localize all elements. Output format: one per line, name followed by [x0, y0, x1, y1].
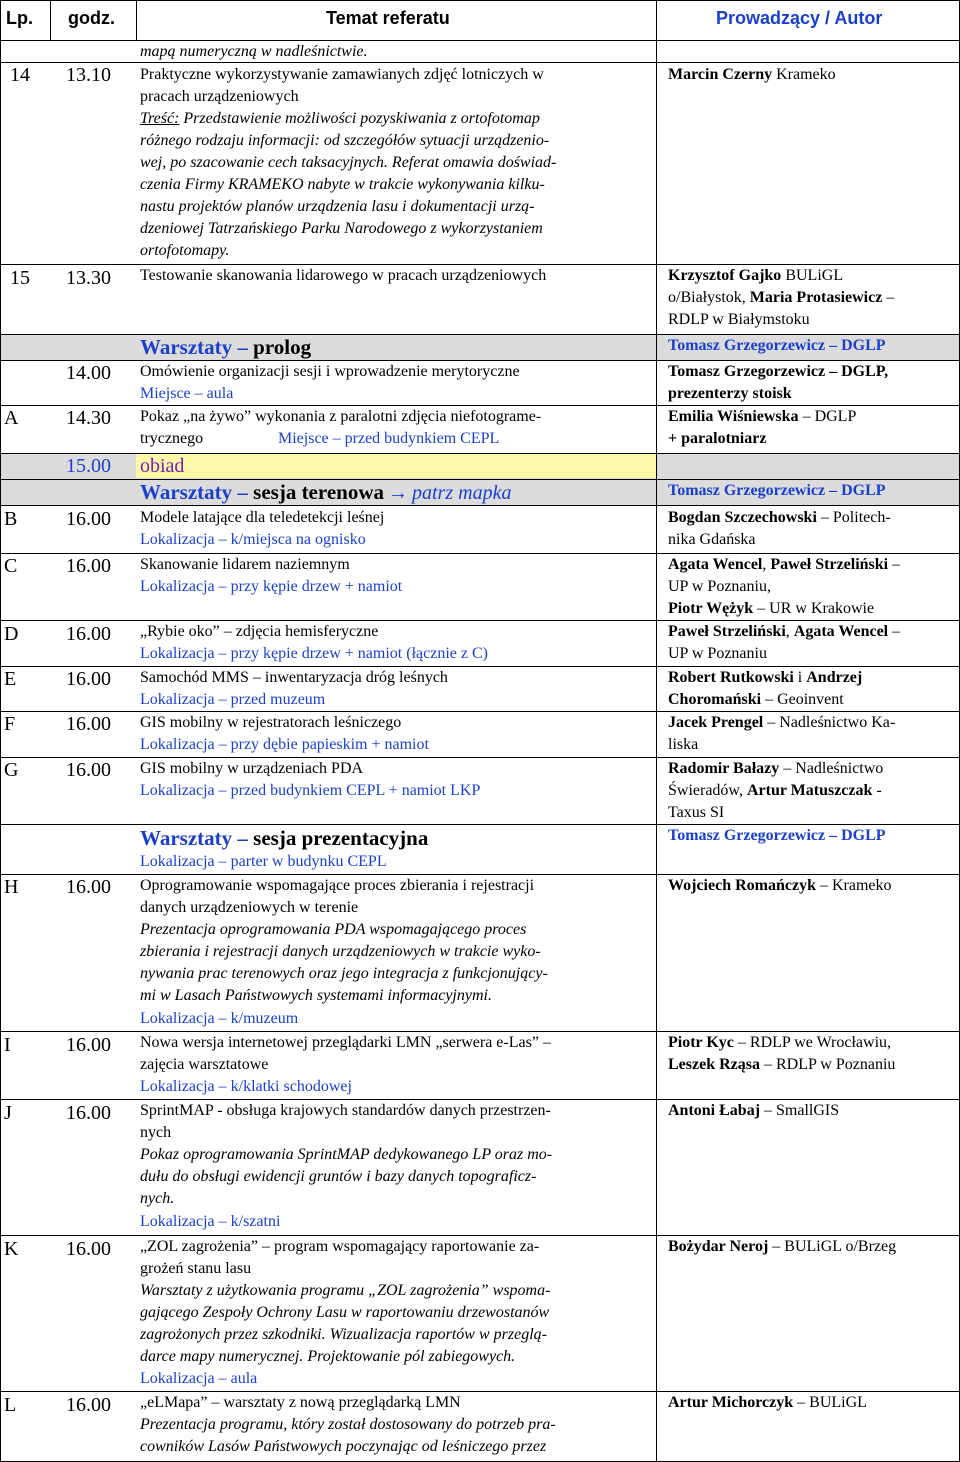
author	[668, 758, 883, 780]
location: Lokalizacja – przy kępie drzew + namiot (łącznie z C)	[140, 645, 488, 662]
row-lp: 14	[10, 64, 30, 86]
author-name: Bogdan Szczechowski	[668, 509, 817, 526]
topic-title: grożeń stanu lasu	[140, 1260, 252, 1277]
author-org: liska	[668, 736, 699, 753]
location: Lokalizacja – k/miejsca na ognisko	[140, 531, 366, 548]
row-time: 16.00	[66, 759, 111, 781]
author-org: – BULiGL o/Brzeg	[768, 1238, 897, 1255]
author	[668, 507, 891, 529]
author-org: – RDLP w Poznaniu	[759, 1056, 896, 1073]
author	[668, 875, 892, 897]
author-sep: i	[793, 669, 807, 686]
author-name: Artur Michorczyk	[668, 1394, 794, 1411]
author-name: Choromański	[668, 691, 762, 708]
author-name: Andrzej	[806, 669, 863, 686]
row-time: 16.00	[66, 1238, 111, 1260]
arrow-icon: →	[388, 482, 408, 504]
header-topic: Temat referatu	[326, 8, 450, 28]
topic-description: zagrożonych przez szkodniki. Wizualizacja raportów w przeglą-	[140, 1326, 547, 1343]
author-org: – Politech-	[816, 509, 891, 526]
author-name: Leszek Rząsa	[668, 1056, 760, 1073]
row-time: 15.00	[66, 455, 111, 477]
topic-description: Prezentacja programu, który został dostosowany do potrzeb pra-	[140, 1416, 556, 1433]
row-time: 16.00	[66, 1034, 111, 1056]
author-org: – Geoinvent	[761, 691, 844, 708]
author-name: Agata Wencel	[668, 556, 763, 573]
author-name: Artur Matuszczak	[746, 782, 873, 799]
author-dash: –	[888, 556, 901, 573]
author-name: Wojciech Romańczyk	[668, 877, 816, 894]
row-lp: K	[4, 1238, 19, 1260]
row-lp: G	[4, 759, 19, 781]
row-time: 16.00	[66, 713, 111, 735]
section-dash: –	[232, 480, 254, 504]
author	[668, 554, 900, 576]
author-name: Jacek Prengel	[668, 714, 764, 731]
section-word: Warsztaty	[140, 480, 233, 504]
author	[668, 689, 844, 711]
row-lp: E	[4, 668, 17, 690]
author-name: Paweł Strzeliński	[668, 623, 786, 640]
author-org: – Nadleśnictwo	[779, 760, 884, 777]
row-time: 13.30	[66, 267, 111, 289]
topic-description: ortofotomapy.	[140, 242, 230, 259]
topic-title: Modele latające dla teledetekcji leśnej	[140, 509, 385, 526]
row-lp: I	[4, 1034, 11, 1056]
author-org: Krameko	[772, 66, 836, 83]
author-name: Agata Wencel	[793, 623, 889, 640]
author	[668, 1032, 891, 1054]
topic-description: nastu projektów planów urządzenia lasu i dokumentacji urzą-	[140, 198, 535, 215]
row-time: 13.10	[66, 64, 111, 86]
location: Lokalizacja – k/klatki schodowej	[140, 1078, 352, 1095]
author-org: Taxus SI	[668, 804, 725, 821]
row-time: 16.00	[66, 1102, 111, 1124]
section-author: Tomasz Grzegorzewicz – DGLP	[668, 482, 886, 499]
tresc-text: Przedstawienie możliwości pozyskiwania z ortofotomap	[179, 110, 540, 127]
section-subtitle: sesja terenowa	[253, 480, 384, 504]
divider	[656, 0, 657, 1462]
section-heading	[140, 481, 511, 506]
author	[668, 1236, 896, 1258]
author-org: – Krameko	[815, 877, 892, 894]
author-org: Świeradów,	[668, 782, 747, 799]
topic-description: Prezentacja oprogramowania PDA wspomagającego proces	[140, 921, 527, 938]
row-time: 16.00	[66, 1394, 111, 1416]
author	[668, 598, 874, 620]
location: Miejsce – aula	[140, 385, 234, 402]
author-org: – SmallGIS	[760, 1102, 840, 1119]
topic-description: nywania prac terenowych oraz jego integracja z funkcjonujący-	[140, 965, 548, 982]
divider	[0, 453, 960, 454]
row-time: 16.00	[66, 508, 111, 530]
topic-description: mi w Lasach Państwowych systemami informacyjnymi.	[140, 987, 492, 1004]
row-lp: L	[4, 1394, 17, 1416]
row-lp: D	[4, 623, 19, 645]
row-time: 16.00	[66, 668, 111, 690]
author	[668, 406, 856, 428]
location: Lokalizacja – aula	[140, 1370, 258, 1387]
band-obiad-yellow	[136, 454, 656, 478]
section-dash: –	[232, 826, 254, 850]
topic-continuation: mapą numeryczną w nadleśnictwie.	[140, 43, 368, 60]
topic-title: SprintMAP - obsługa krajowych standardów danych przestrzen-	[140, 1102, 551, 1119]
topic-title: Skanowanie lidarem naziemnym	[140, 556, 350, 573]
author	[668, 1100, 839, 1122]
author-dash: –	[888, 623, 901, 640]
topic-description: czenia Firmy KRAMEKO nabyte w trakcie wykonywania kilku-	[140, 176, 545, 193]
section-author: Tomasz Grzegorzewicz – DGLP	[668, 827, 886, 844]
author: Tomasz Grzegorzewicz – DGLP,	[668, 363, 889, 380]
section-subtitle: sesja prezentacyjna	[253, 826, 429, 850]
section-heading	[140, 827, 428, 852]
topic-title: GIS mobilny w urządzeniach PDA	[140, 760, 364, 777]
author-name: Marcin Czerny	[668, 66, 773, 83]
author-org: – Nadleśnictwo Ka-	[763, 714, 896, 731]
author	[668, 780, 882, 802]
row-time: 14.30	[66, 407, 111, 429]
topic-description: zbierania i rejestracji danych urządzeniowych w trakcie wyko-	[140, 943, 541, 960]
author	[668, 64, 836, 86]
row-lp: C	[4, 555, 18, 577]
topic-title: Samochód MMS – inwentaryzacja dróg leśnych	[140, 669, 448, 686]
author-org: BULiGL	[781, 267, 844, 284]
author-org: RDLP w Białymstoku	[668, 311, 810, 328]
location: Lokalizacja – przy kępie drzew + namiot	[140, 578, 403, 595]
location: Miejsce – przed budynkiem CEPL	[278, 430, 500, 447]
section-dash: –	[232, 335, 254, 359]
section-word: Warsztaty	[140, 826, 233, 850]
location: Lokalizacja – parter w budynku CEPL	[140, 853, 387, 870]
row-time: 16.00	[66, 623, 111, 645]
author-org: UP w Poznaniu	[668, 645, 767, 662]
section-heading	[140, 336, 311, 361]
row-lp: J	[4, 1102, 12, 1124]
topic-title: danych urządzeniowych w terenie	[140, 899, 359, 916]
location: Lokalizacja – przy dębie papieskim + namiot	[140, 736, 429, 753]
topic-title: nych	[140, 1124, 172, 1141]
topic-description: różnego rodzaju informacji: od szczegółów sytuacji urządzenio-	[140, 132, 550, 149]
author: prezenterzy stoisk	[668, 385, 792, 402]
row-lp: 15	[10, 267, 30, 289]
topic-title: „eLMapa” – warsztaty z nową przeglądarką LMN	[140, 1394, 461, 1411]
topic-description: wej, po szacowanie cech taksacyjnych. Referat omawia doświad-	[140, 154, 557, 171]
author-org: – DGLP	[798, 408, 857, 425]
topic-title: Nowa wersja internetowej przeglądarki LMN „serwera e-Las” –	[140, 1034, 551, 1051]
topic-title: GIS mobilny w rejestratorach leśniczego	[140, 714, 402, 731]
topic-title: „Rybie oko” – zdjęcia hemisferyczne	[140, 623, 379, 640]
author-name: Paweł Strzeliński	[770, 556, 889, 573]
author-name: Maria Protasiewicz	[749, 289, 883, 306]
author	[668, 712, 895, 734]
divider	[0, 0, 960, 1]
author	[668, 667, 862, 689]
row-lp: F	[4, 713, 16, 735]
section-subtitle: prolog	[253, 335, 312, 359]
author-dash: -	[872, 782, 882, 799]
row-time: 16.00	[66, 555, 111, 577]
topic-title: Pokaz „na żywo” wykonania z paralotni zdjęcia niefotograme-	[140, 408, 542, 425]
topic-description: cowników Lasów Państwowych poczynając od leśniczego przez	[140, 1438, 547, 1455]
topic-description: dułu do obsługi ewidencji gruntów i bazy danych topograficz-	[140, 1168, 537, 1185]
author-org: – RDLP we Wrocławiu,	[733, 1034, 892, 1051]
tresc-label: Treść:	[140, 110, 180, 127]
author-org: – UR w Krakowie	[753, 600, 875, 617]
topic-title: pracach urządzeniowych	[140, 88, 299, 105]
author-name: Emilia Wiśniewska	[668, 408, 799, 425]
location: Lokalizacja – k/szatni	[140, 1213, 281, 1230]
topic-title: trycznego	[140, 430, 204, 447]
author	[668, 1392, 867, 1414]
topic-title: Testowanie skanowania lidarowego w pracach urządzeniowych	[140, 267, 547, 284]
row-lp: H	[4, 876, 19, 898]
section-author: Tomasz Grzegorzewicz – DGLP	[668, 337, 886, 354]
author	[668, 287, 894, 309]
map-link[interactable]: patrz mapka	[412, 482, 512, 504]
topic-description: Warsztaty z użytkowania programu „ZOL zagrożenia” wspoma-	[140, 1282, 551, 1299]
author-org: UP w Poznaniu,	[668, 578, 771, 595]
topic-title: Omówienie organizacji sesji i wprowadzenie merytoryczne	[140, 363, 520, 380]
author	[668, 621, 900, 643]
row-time: 14.00	[66, 362, 111, 384]
topic-description: Pokaz oprogramowania SprintMAP dedykowanego LP oraz mo-	[140, 1146, 553, 1163]
topic-description: darce mapy numerycznej. Projektowanie pól zabiegowych.	[140, 1348, 516, 1365]
author-name: Piotr Wężyk	[668, 600, 754, 617]
header-time: godz.	[68, 8, 115, 28]
lunch-label: obiad	[140, 455, 185, 477]
author	[668, 1054, 895, 1076]
topic-title: Oprogramowanie wspomagające proces zbierania i rejestracji	[140, 877, 535, 894]
topic-description: dzeniowej Tatrzańskiego Parku Narodowego z wykorzystaniem	[140, 220, 543, 237]
divider	[0, 0, 1, 1462]
author-sep: ,	[762, 556, 771, 573]
author-name: Bożydar Neroj	[668, 1238, 769, 1255]
author-name: Antoni Łabaj	[668, 1102, 761, 1119]
row-lp: B	[4, 508, 18, 530]
topic-description: gającego Zespoły Ochrony Lasu w raportowaniu drzewostanów	[140, 1304, 550, 1321]
location: Lokalizacja – przed budynkiem CEPL + namiot LKP	[140, 782, 481, 799]
location: Lokalizacja – przed muzeum	[140, 691, 326, 708]
section-word: Warsztaty	[140, 335, 233, 359]
location: Lokalizacja – k/muzeum	[140, 1010, 299, 1027]
author-name: Robert Rutkowski	[668, 669, 794, 686]
divider	[50, 0, 51, 40]
topic-title: Praktyczne wykorzystywanie zamawianych zdjęć lotniczych w	[140, 66, 544, 83]
author-name: Radomir Bałazy	[668, 760, 780, 777]
header-lp: Lp.	[6, 8, 33, 28]
author-dash: –	[882, 289, 895, 306]
topic-description	[140, 108, 540, 130]
author-name: Krzysztof Gajko	[668, 267, 782, 284]
topic-title: „ZOL zagrożenia” – program wspomagający raportowanie za-	[140, 1238, 540, 1255]
divider	[136, 0, 137, 40]
topic-description: nych.	[140, 1190, 175, 1207]
header-author: Prowadzący / Autor	[716, 8, 883, 28]
row-lp: A	[4, 407, 19, 429]
topic-title: zajęcia warsztatowe	[140, 1056, 269, 1073]
author-sep: ,	[785, 623, 794, 640]
author-org: – BULiGL	[793, 1394, 867, 1411]
author-org: nika Gdańska	[668, 531, 756, 548]
author-org: o/Białystok,	[668, 289, 750, 306]
author-name: Piotr Kyc	[668, 1034, 734, 1051]
author	[668, 265, 843, 287]
row-time: 16.00	[66, 876, 111, 898]
author: + paralotniarz	[668, 430, 767, 447]
